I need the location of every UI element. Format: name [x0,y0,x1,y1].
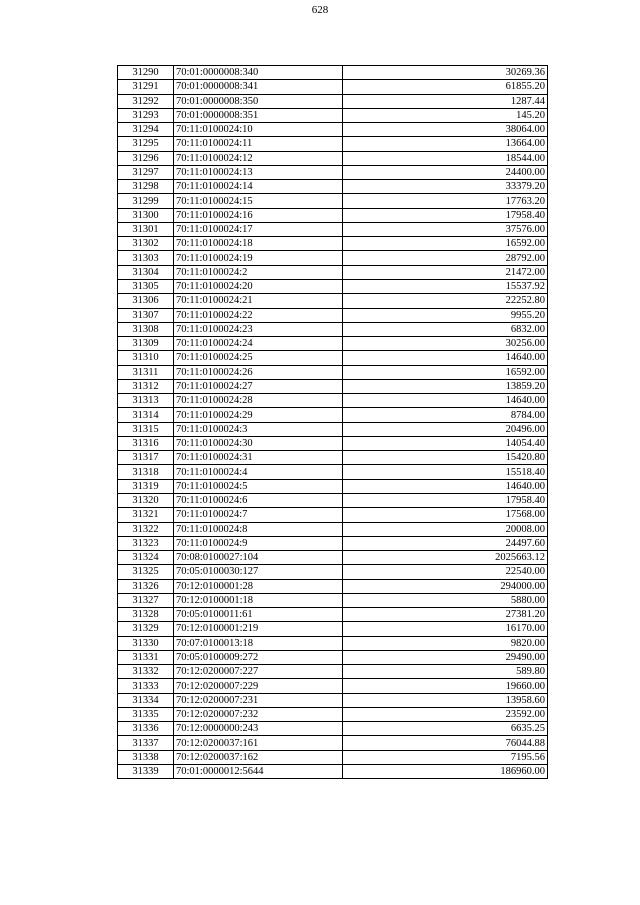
cadastral-number-cell: 70:11:0100024:29 [174,408,343,422]
data-table [117,65,548,779]
cadastral-number-cell: 70:11:0100024:28 [174,394,343,408]
table-row [118,536,548,550]
table-row [118,108,548,122]
table-row [118,137,548,151]
cadastral-number-cell: 70:01:0000008:341 [174,80,343,94]
row-number-cell: 31339 [118,765,174,779]
value-cell: 589.80 [343,665,548,679]
table-row [118,722,548,736]
cadastral-number-cell: 70:12:0200007:232 [174,707,343,721]
table-row [118,608,548,622]
cadastral-number-cell: 70:11:0100024:2 [174,265,343,279]
value-cell: 14640.00 [343,351,548,365]
row-number-cell: 31322 [118,522,174,536]
table-row [118,394,548,408]
table-row [118,308,548,322]
row-number-cell: 31308 [118,322,174,336]
table-row [118,551,548,565]
row-number-cell: 31318 [118,465,174,479]
cadastral-number-cell: 70:12:0200037:161 [174,736,343,750]
value-cell: 29490.00 [343,650,548,664]
row-number-cell: 31303 [118,251,174,265]
row-number-cell: 31306 [118,294,174,308]
row-number-cell: 31338 [118,750,174,764]
cadastral-number-cell: 70:12:0100001:18 [174,593,343,607]
value-cell: 6635.25 [343,722,548,736]
value-cell: 186960.00 [343,765,548,779]
value-cell: 16592.00 [343,237,548,251]
row-number-cell: 31335 [118,707,174,721]
value-cell: 22252.80 [343,294,548,308]
value-cell: 294000.00 [343,579,548,593]
row-number-cell: 31326 [118,579,174,593]
row-number-cell: 31333 [118,679,174,693]
table-row [118,123,548,137]
row-number-cell: 31323 [118,536,174,550]
value-cell: 15518.40 [343,465,548,479]
table-row [118,451,548,465]
cadastral-number-cell: 70:11:0100024:21 [174,294,343,308]
value-cell: 5880.00 [343,593,548,607]
row-number-cell: 31293 [118,108,174,122]
row-number-cell: 31305 [118,279,174,293]
cadastral-number-cell: 70:05:0100009:272 [174,650,343,664]
cadastral-number-cell: 70:01:0000008:351 [174,108,343,122]
cadastral-number-cell: 70:11:0100024:9 [174,536,343,550]
row-number-cell: 31300 [118,208,174,222]
row-number-cell: 31298 [118,180,174,194]
value-cell: 37576.00 [343,222,548,236]
row-number-cell: 31319 [118,479,174,493]
row-number-cell: 31301 [118,222,174,236]
table-row [118,337,548,351]
value-cell: 9955.20 [343,308,548,322]
value-cell: 19660.00 [343,679,548,693]
cadastral-number-cell: 70:11:0100024:18 [174,237,343,251]
table-row [118,165,548,179]
row-number-cell: 31334 [118,693,174,707]
value-cell: 14640.00 [343,479,548,493]
table-row [118,379,548,393]
cadastral-number-cell: 70:11:0100024:3 [174,422,343,436]
table-row [118,765,548,779]
row-number-cell: 31296 [118,151,174,165]
row-number-cell: 31312 [118,379,174,393]
cadastral-number-cell: 70:11:0100024:27 [174,379,343,393]
cadastral-number-cell: 70:11:0100024:10 [174,123,343,137]
table-row [118,736,548,750]
value-cell: 14054.40 [343,436,548,450]
row-number-cell: 31297 [118,165,174,179]
cadastral-number-cell: 70:11:0100024:23 [174,322,343,336]
cadastral-number-cell: 70:11:0100024:16 [174,208,343,222]
value-cell: 15420.80 [343,451,548,465]
row-number-cell: 31324 [118,551,174,565]
table-row [118,408,548,422]
row-number-cell: 31320 [118,493,174,507]
value-cell: 61855.20 [343,80,548,94]
row-number-cell: 31307 [118,308,174,322]
row-number-cell: 31321 [118,508,174,522]
cadastral-number-cell: 70:11:0100024:17 [174,222,343,236]
cadastral-number-cell: 70:11:0100024:4 [174,465,343,479]
cadastral-number-cell: 70:11:0100024:31 [174,451,343,465]
row-number-cell: 31294 [118,123,174,137]
value-cell: 28792.00 [343,251,548,265]
row-number-cell: 31309 [118,337,174,351]
cadastral-number-cell: 70:01:0000008:340 [174,66,343,80]
table-row [118,750,548,764]
cadastral-number-cell: 70:12:0200007:229 [174,679,343,693]
table-row [118,294,548,308]
row-number-cell: 31314 [118,408,174,422]
value-cell: 14640.00 [343,394,548,408]
value-cell: 16592.00 [343,365,548,379]
row-number-cell: 31316 [118,436,174,450]
value-cell: 21472.00 [343,265,548,279]
page-number: 628 [311,4,329,16]
cadastral-number-cell: 70:11:0100024:15 [174,194,343,208]
row-number-cell: 31331 [118,650,174,664]
row-number-cell: 31327 [118,593,174,607]
value-cell: 22540.00 [343,565,548,579]
table-row [118,208,548,222]
cadastral-number-cell: 70:11:0100024:19 [174,251,343,265]
table-row [118,650,548,664]
cadastral-number-cell: 70:12:0000000:243 [174,722,343,736]
value-cell: 16170.00 [343,622,548,636]
table-row [118,436,548,450]
table-row [118,522,548,536]
value-cell: 2025663.12 [343,551,548,565]
cadastral-number-cell: 70:01:0000008:350 [174,94,343,108]
cadastral-number-cell: 70:11:0100024:6 [174,493,343,507]
cadastral-number-cell: 70:11:0100024:12 [174,151,343,165]
row-number-cell: 31299 [118,194,174,208]
row-number-cell: 31332 [118,665,174,679]
table-row [118,593,548,607]
value-cell: 33379.20 [343,180,548,194]
value-cell: 24400.00 [343,165,548,179]
cadastral-number-cell: 70:12:0100001:219 [174,622,343,636]
value-cell: 38064.00 [343,123,548,137]
cadastral-number-cell: 70:08:0100027:104 [174,551,343,565]
row-number-cell: 31329 [118,622,174,636]
value-cell: 27381.20 [343,608,548,622]
row-number-cell: 31311 [118,365,174,379]
table-body [118,66,548,779]
table-row [118,665,548,679]
table-row [118,194,548,208]
row-number-cell: 31317 [118,451,174,465]
table-row [118,180,548,194]
value-cell: 17958.40 [343,493,548,507]
table-row [118,565,548,579]
row-number-cell: 31310 [118,351,174,365]
table-row [118,322,548,336]
row-number-cell: 31313 [118,394,174,408]
cadastral-number-cell: 70:11:0100024:20 [174,279,343,293]
value-cell: 30256.00 [343,337,548,351]
cadastral-number-cell: 70:11:0100024:14 [174,180,343,194]
row-number-cell: 31315 [118,422,174,436]
value-cell: 8784.00 [343,408,548,422]
value-cell: 7195.56 [343,750,548,764]
table-row [118,479,548,493]
value-cell: 76044.88 [343,736,548,750]
cadastral-number-cell: 70:07:0100013:18 [174,636,343,650]
table-row [118,351,548,365]
row-number-cell: 31330 [118,636,174,650]
table-row [118,251,548,265]
cadastral-number-cell: 70:11:0100024:13 [174,165,343,179]
table-row [118,365,548,379]
table-row [118,679,548,693]
row-number-cell: 31328 [118,608,174,622]
value-cell: 1287.44 [343,94,548,108]
row-number-cell: 31302 [118,237,174,251]
value-cell: 17958.40 [343,208,548,222]
value-cell: 18544.00 [343,151,548,165]
cadastral-number-cell: 70:11:0100024:11 [174,137,343,151]
table-row [118,80,548,94]
table-row [118,636,548,650]
table-row [118,622,548,636]
table-row [118,422,548,436]
cadastral-number-cell: 70:11:0100024:25 [174,351,343,365]
value-cell: 9820.00 [343,636,548,650]
value-cell: 20008.00 [343,522,548,536]
table-row [118,94,548,108]
value-cell: 145.20 [343,108,548,122]
value-cell: 13859.20 [343,379,548,393]
table-row [118,465,548,479]
table-row [118,508,548,522]
value-cell: 13664.00 [343,137,548,151]
table-row [118,279,548,293]
cadastral-number-cell: 70:11:0100024:22 [174,308,343,322]
cadastral-number-cell: 70:11:0100024:7 [174,508,343,522]
row-number-cell: 31292 [118,94,174,108]
table-row [118,66,548,80]
value-cell: 17763.20 [343,194,548,208]
value-cell: 24497.60 [343,536,548,550]
row-number-cell: 31337 [118,736,174,750]
cadastral-number-cell: 70:12:0100001:28 [174,579,343,593]
table-row [118,222,548,236]
row-number-cell: 31304 [118,265,174,279]
cadastral-number-cell: 70:05:0100030:127 [174,565,343,579]
cadastral-number-cell: 70:12:0200007:231 [174,693,343,707]
cadastral-number-cell: 70:11:0100024:8 [174,522,343,536]
table-row [118,493,548,507]
row-number-cell: 31295 [118,137,174,151]
value-cell: 6832.00 [343,322,548,336]
value-cell: 23592.00 [343,707,548,721]
cadastral-number-cell: 70:05:0100011:61 [174,608,343,622]
cadastral-number-cell: 70:11:0100024:30 [174,436,343,450]
cadastral-number-cell: 70:11:0100024:5 [174,479,343,493]
row-number-cell: 31291 [118,80,174,94]
table-row [118,265,548,279]
cadastral-number-cell: 70:12:0200007:227 [174,665,343,679]
table-row [118,151,548,165]
value-cell: 15537.92 [343,279,548,293]
row-number-cell: 31325 [118,565,174,579]
cadastral-number-cell: 70:11:0100024:26 [174,365,343,379]
table-row [118,693,548,707]
value-cell: 17568.00 [343,508,548,522]
cadastral-number-cell: 70:12:0200037:162 [174,750,343,764]
table-row [118,579,548,593]
value-cell: 13958.60 [343,693,548,707]
cadastral-number-cell: 70:01:0000012:5644 [174,765,343,779]
table-row [118,237,548,251]
value-cell: 30269.36 [343,66,548,80]
row-number-cell: 31336 [118,722,174,736]
row-number-cell: 31290 [118,66,174,80]
table-row [118,707,548,721]
cadastral-number-cell: 70:11:0100024:24 [174,337,343,351]
value-cell: 20496.00 [343,422,548,436]
